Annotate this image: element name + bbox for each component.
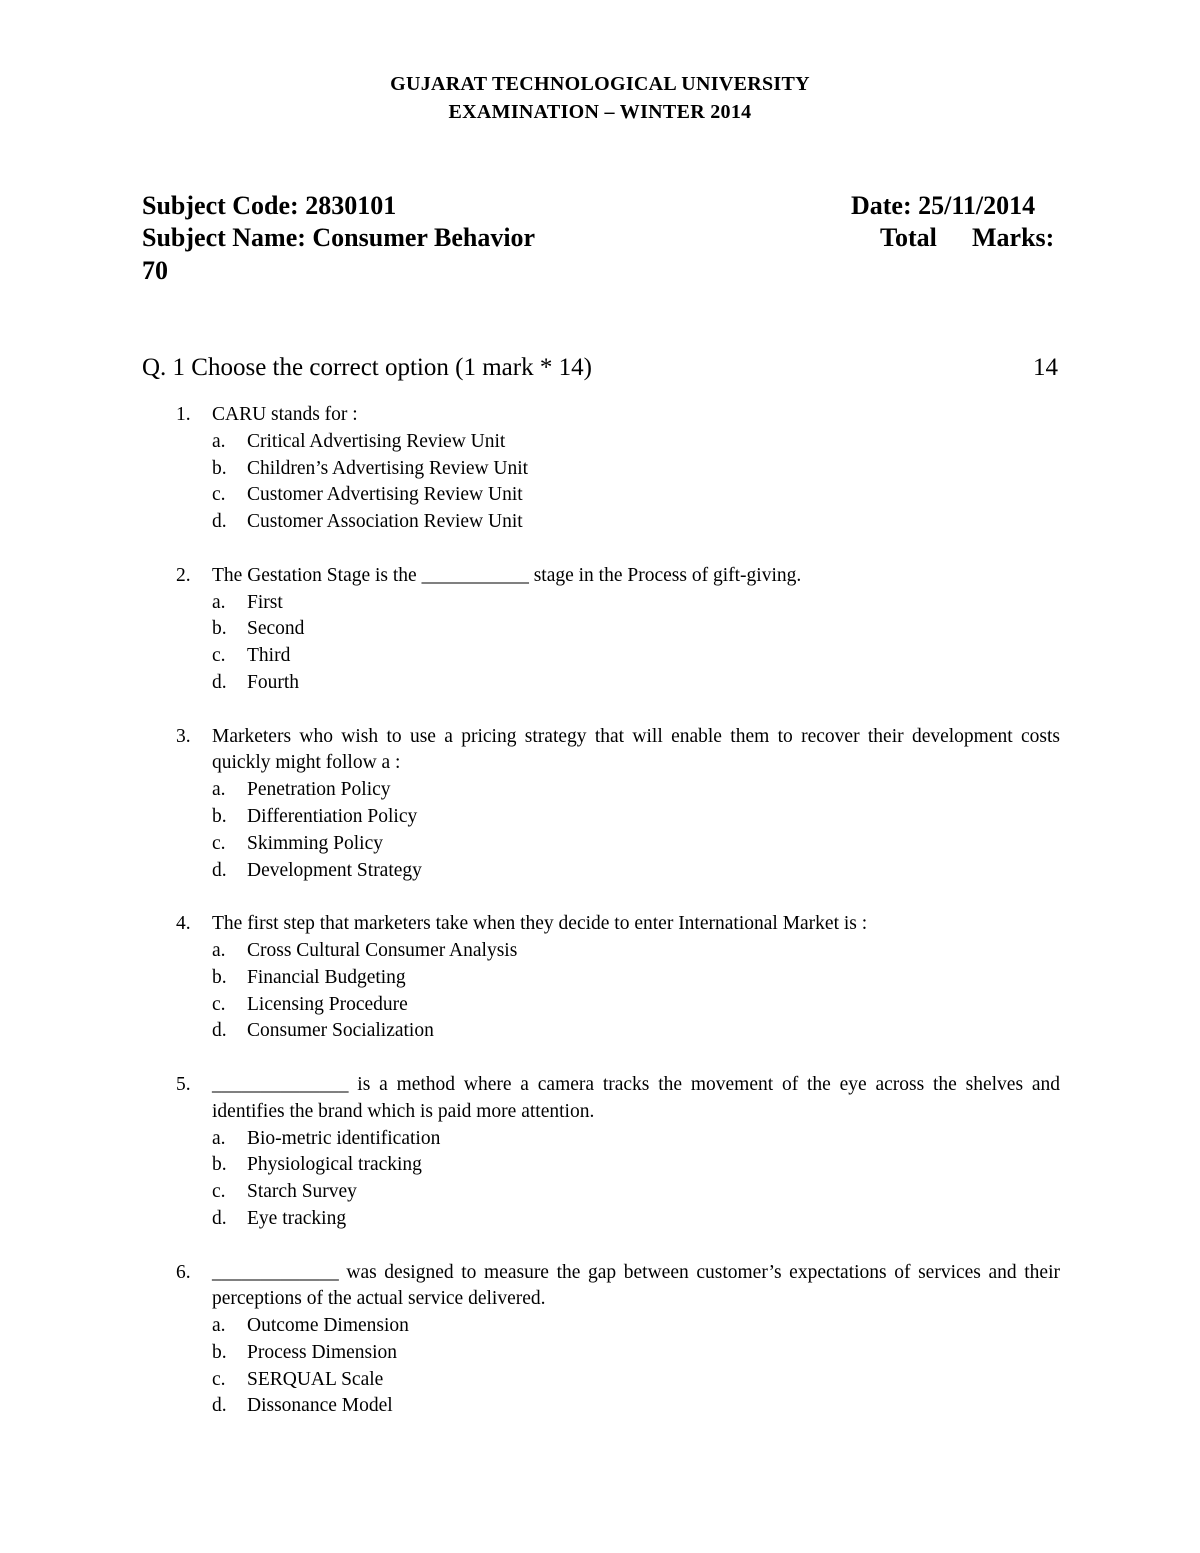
question-number: 2. [176,564,191,586]
question-number: 1. [176,404,191,425]
exam-date: Date: 25/11/2014 [851,191,1036,220]
option-item [212,1313,1060,1340]
option-text: Children’s Advertising Review Unit [247,457,529,479]
question-text: _____________ was designed to measure the gap between customer’s expectations of services and their perceptions of the actual service delivered. [212,1261,1060,1310]
question-text: ______________ is a method where a camera tracks the movement of the eye across the shelves and identifies the brand which is paid more attention. [212,1073,1060,1122]
option-item [212,509,1060,536]
option-text: Customer Advertising Review Unit [247,484,523,506]
option-item [212,482,1060,509]
option-text: Fourth [247,671,300,693]
option-item [212,1152,1060,1179]
option-letter: c. [212,484,226,506]
option-item [212,1393,1060,1420]
total-marks-label: Total [880,223,937,252]
university-name: GUJARAT TECHNOLOGICAL UNIVERSITY [390,73,810,95]
option-list [212,1126,1060,1233]
option-text: Consumer Socialization [247,1020,434,1042]
option-item [212,804,1060,831]
question-item [142,402,1060,536]
subject-name: Subject Name: Consumer Behavior [142,223,536,252]
option-item [212,429,1060,456]
question-item [142,724,1060,885]
option-letter: c. [212,1181,226,1203]
section-heading [142,354,1060,382]
question-text: CARU stands for : [212,404,358,425]
option-text: Physiological tracking [247,1154,422,1176]
option-item [212,643,1060,670]
option-item [212,1018,1060,1045]
option-item [212,1367,1060,1394]
option-letter: a. [212,591,226,613]
option-text: Outcome Dimension [247,1315,409,1337]
question-item [142,911,1060,1045]
option-item [212,456,1060,483]
question-number: 6. [176,1261,191,1283]
question-number: 4. [176,913,191,935]
option-list [212,777,1060,884]
option-letter: b. [212,805,227,827]
option-text: SERQUAL Scale [247,1368,384,1390]
option-letter: b. [212,1154,227,1176]
option-letter: c. [212,1368,226,1390]
option-letter: a. [212,779,226,801]
option-text: Process Dimension [247,1341,398,1363]
option-item [212,616,1060,643]
option-text: Differentiation Policy [247,805,418,827]
option-text: Customer Association Review Unit [247,511,523,533]
option-item [212,1206,1060,1233]
option-letter: c. [212,993,226,1015]
section-heading-text: Q. 1 Choose the correct option (1 mark * 14) [142,354,592,381]
option-text: Third [247,645,291,667]
option-letter: d. [212,1207,227,1229]
option-letter: c. [212,832,226,854]
question-text: The first step that marketers take when they decide to enter International Market is : [212,913,868,935]
option-text: Skimming Policy [247,832,383,854]
option-item [212,1179,1060,1206]
option-list [212,590,1060,697]
option-text: Bio-metric identification [247,1127,441,1149]
option-item [212,938,1060,965]
option-text: Licensing Procedure [247,993,408,1015]
option-letter: c. [212,645,226,667]
question-item [142,1072,1060,1233]
option-item [212,965,1060,992]
exam-title: EXAMINATION – WINTER 2014 [448,101,752,123]
option-text: Dissonance Model [247,1395,393,1417]
option-list [212,1313,1060,1420]
option-text: Financial Budgeting [247,966,406,988]
option-letter: d. [212,511,227,533]
option-text: Starch Survey [247,1181,357,1203]
total-marks-word: Marks: [972,223,1055,252]
option-text: Cross Cultural Consumer Analysis [247,939,518,961]
option-list [212,938,1060,1045]
option-item [212,858,1060,885]
option-item [212,670,1060,697]
option-letter: d. [212,671,227,693]
option-item [212,1340,1060,1367]
option-letter: a. [212,939,226,961]
option-letter: d. [212,1395,227,1417]
option-item [212,1126,1060,1153]
option-letter: a. [212,1315,226,1337]
option-letter: a. [212,1127,226,1149]
option-letter: b. [212,618,227,640]
question-text: Marketers who wish to use a pricing strategy that will enable them to recover their development costs quickly might follow a : [212,725,1060,774]
option-list [212,429,1060,536]
option-item [212,831,1060,858]
option-text: Critical Advertising Review Unit [247,430,506,452]
option-letter: b. [212,1341,227,1363]
option-text: Penetration Policy [247,779,391,801]
question-number: 5. [176,1073,191,1095]
option-text: Development Strategy [247,859,422,881]
question-list [142,402,1060,1447]
option-letter: d. [212,1020,227,1042]
total-marks-value: 70 [142,256,168,285]
question-number: 3. [176,725,191,747]
question-item [142,1260,1060,1421]
option-letter: b. [212,457,227,479]
question-item [142,563,1060,697]
option-item [212,777,1060,804]
question-text: The Gestation Stage is the ___________ stage in the Process of gift-giving. [212,564,802,586]
option-item [212,590,1060,617]
section-marks: 14 [1033,354,1058,381]
option-text: Eye tracking [247,1207,347,1229]
option-text: Second [247,618,305,640]
option-letter: b. [212,966,227,988]
option-item [212,992,1060,1019]
option-letter: d. [212,859,227,881]
option-text: First [247,591,283,613]
subject-code: Subject Code: 2830101 [142,191,397,220]
option-letter: a. [212,430,226,452]
